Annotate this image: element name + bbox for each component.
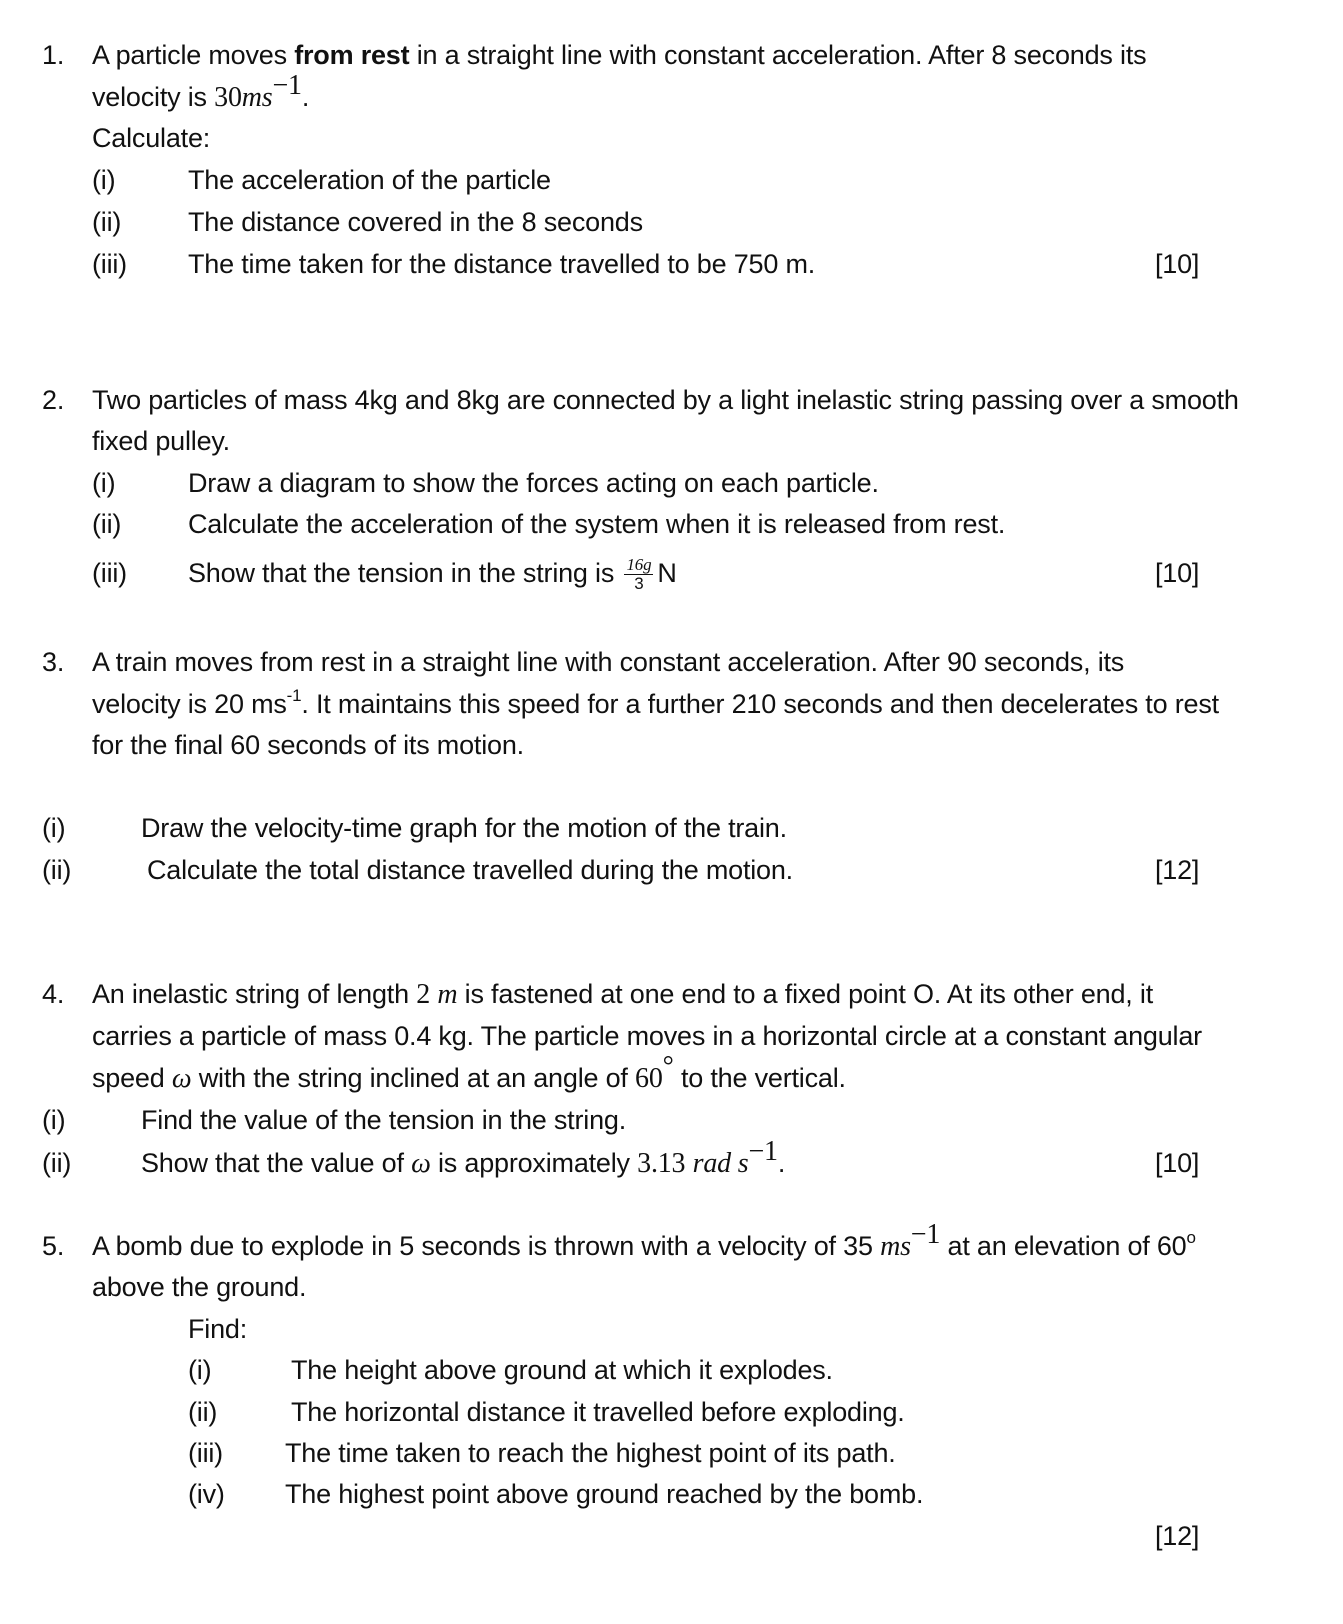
question-text-line: An inelastic string of length 2 m is fastened at one end to a fixed point O. At its other end, it xyxy=(92,979,1153,1010)
marks-label: [10] xyxy=(1155,1148,1200,1178)
part-text: Find the value of the tension in the string. xyxy=(141,1105,627,1135)
question-text-line: above the ground. xyxy=(92,1272,307,1302)
part-label: (ii) xyxy=(42,855,72,885)
part-label: (ii) xyxy=(42,1148,72,1178)
question-text-line: A train moves from rest in a straight line with constant acceleration. After 90 seconds, its xyxy=(92,647,1125,677)
part-text: The time taken for the distance travelled to be 750 m. xyxy=(188,249,816,279)
emphasis-text: from rest xyxy=(294,40,410,70)
part-label: (ii) xyxy=(188,1397,218,1427)
part-label: (ii) xyxy=(92,509,122,539)
part-label: (i) xyxy=(188,1355,212,1385)
question-number: 5. xyxy=(42,1231,65,1261)
question-text-line: Two particles of mass 4kg and 8kg are connected by a light inelastic string passing over a smooth xyxy=(92,385,1239,415)
marks-label: [10] xyxy=(1155,249,1200,279)
question-number: 1. xyxy=(42,40,65,70)
question-number: 4. xyxy=(42,979,65,1009)
part-label: (i) xyxy=(92,468,116,498)
question-text-line: A particle moves from rest in a straight line with constant acceleration. After 8 seconds its xyxy=(92,40,1147,70)
question-text-line: velocity is $30ms^{-1}$. xyxy=(92,70,310,113)
part-text: Calculate the acceleration of the system when it is released from rest. xyxy=(188,509,1006,539)
part-text: Show that the value of ω is approximately 3.13 rad $s^{-1}$. xyxy=(141,1136,786,1179)
part-label: (i) xyxy=(42,813,66,843)
question-number: 3. xyxy=(42,647,65,677)
part-label: (iii) xyxy=(92,249,127,279)
question-text-line: speed ω with the string inclined at an angle of 60° to the vertical. xyxy=(92,1051,846,1094)
part-text: Show that the tension in the string is $\frac{16g}{3}$ N xyxy=(188,555,677,594)
question-text-line: fixed pulley. xyxy=(92,426,230,456)
part-label: (ii) xyxy=(92,207,122,237)
question-text-line: carries a particle of mass 0.4 kg. The particle moves in a horizontal circle at a constant angular xyxy=(92,1021,1202,1051)
instruction-text: Calculate: xyxy=(92,123,211,153)
fraction: $\frac{16g}{3}$ xyxy=(626,555,652,594)
question-text-line: A bomb due to explode in 5 seconds is thrown with a velocity of 35 $ms^{-1}$ at an elevation of 60$^o$ xyxy=(92,1219,1196,1262)
part-text: Draw the velocity-time graph for the motion of the train. xyxy=(141,813,787,843)
part-label: (i) xyxy=(42,1105,66,1135)
marks-label: [12] xyxy=(1155,855,1200,885)
part-text: Draw a diagram to show the forces acting on each particle. xyxy=(188,468,879,498)
question-text-line: for the final 60 seconds of its motion. xyxy=(92,730,524,760)
question-number: 2. xyxy=(42,385,65,415)
part-label: (iii) xyxy=(188,1438,223,1468)
part-text: The height above ground at which it explodes. xyxy=(291,1355,833,1385)
part-text: Calculate the total distance travelled during the motion. xyxy=(147,855,793,885)
marks-label: [12] xyxy=(1155,1521,1200,1551)
part-label: (i) xyxy=(92,165,116,195)
question-text-line: velocity is 20 $ms^{-1}$. It maintains this speed for a further 210 seconds and then decelerates to rest xyxy=(92,686,1219,719)
part-text: The highest point above ground reached by the bomb. xyxy=(285,1479,924,1509)
part-text: The time taken to reach the highest point of its path. xyxy=(285,1438,896,1468)
part-text: The horizontal distance it travelled before exploding. xyxy=(291,1397,905,1427)
marks-label: [10] xyxy=(1155,558,1200,588)
part-label: (iii) xyxy=(92,558,127,588)
part-text: The acceleration of the particle xyxy=(188,165,551,195)
part-label: (iv) xyxy=(188,1479,225,1509)
instruction-text: Find: xyxy=(188,1314,248,1344)
part-text: The distance covered in the 8 seconds xyxy=(188,207,643,237)
